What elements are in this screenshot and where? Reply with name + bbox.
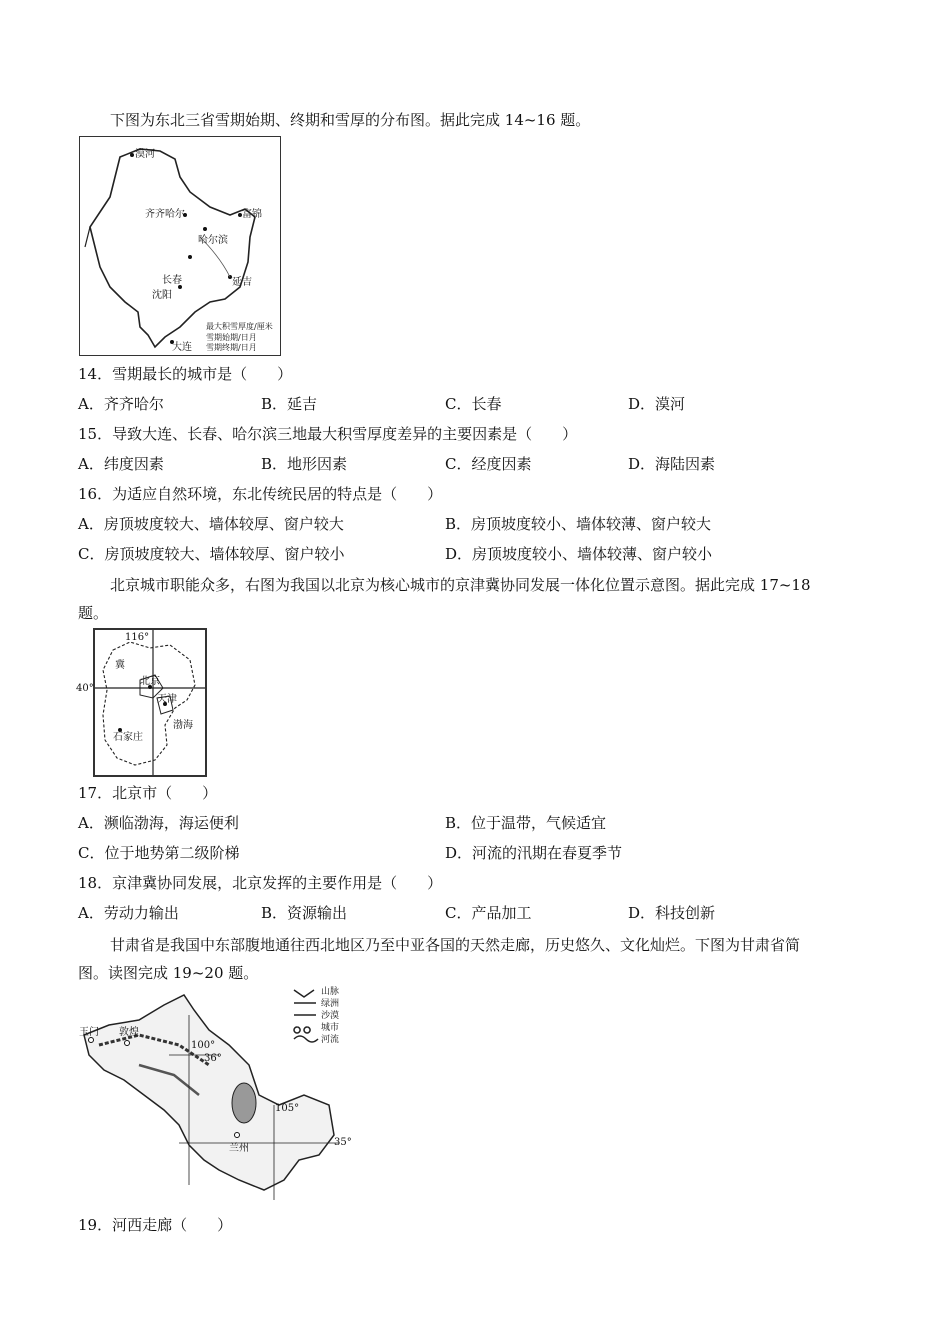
q14-option-c: C．长春 — [445, 395, 502, 413]
intro-text-1: 下图为东北三省雪期始期、终期和雪厚的分布图。据此完成 14~16 题。 — [110, 111, 591, 129]
question-15-stem: 15．导致大连、长春、哈尔滨三地最大积雪厚度差异的主要因素是（ ） — [78, 425, 578, 443]
jingjinji-map — [93, 628, 207, 777]
q16-option-b: B．房顶坡度较小、墙体较薄、窗户较大 — [445, 515, 712, 533]
map3-label-lanzhou: 兰州 — [229, 1143, 249, 1154]
question-17-stem: 17．北京市（ ） — [78, 784, 218, 802]
map3-label-35: 35° — [334, 1137, 352, 1148]
intro-text-2-line2: 题。 — [78, 604, 109, 622]
map3-label-105: 105° — [275, 1103, 300, 1114]
q15-option-d: D．海陆因素 — [628, 455, 716, 473]
q17-option-a: A．濒临渤海，海运便利 — [78, 814, 239, 832]
q14-option-a: A．齐齐哈尔 — [78, 395, 164, 413]
map3-legend-oasis: 绿洲 — [321, 999, 340, 1009]
q17-option-c: C．位于地势第二级阶梯 — [78, 844, 240, 862]
map1-legend-snow-depth: 最大积雪厚度/厘米 — [206, 322, 273, 331]
map3-legend-city: 城市 — [321, 1023, 340, 1033]
intro-text-2-line1: 北京城市职能众多，右图为我国以北京为核心城市的京津冀协同发展一体化位置示意图。据此完成 17~18 — [110, 576, 811, 594]
q15-option-a: A．纬度因素 — [78, 455, 164, 473]
q15-option-b: B．地形因素 — [261, 455, 348, 473]
intro-text-3-line2: 图。读图完成 19~20 题。 — [78, 964, 259, 982]
map3-label-yumen: 玉门 — [79, 1027, 99, 1038]
map1-label-changchun: 长春 — [162, 275, 182, 286]
map2-label-40: 40° — [76, 683, 94, 694]
q14-option-d: D．漠河 — [628, 395, 686, 413]
map1-label-mohe: 漠河 — [135, 149, 155, 160]
map1-label-harbin: 哈尔滨 — [198, 235, 228, 246]
map3-legend-desert: 沙漠 — [321, 1011, 340, 1021]
map1-label-yanji: 延吉 — [232, 277, 252, 288]
q16-option-d: D．房顶坡度较小、墙体较薄、窗户较小 — [445, 545, 713, 563]
map3-legend-mountain: 山脉 — [321, 987, 340, 997]
map3-label-100-top: 100° — [191, 1040, 216, 1051]
map1-label-qiqihar: 齐齐哈尔 — [145, 209, 185, 220]
gansu-map — [79, 985, 369, 1205]
q18-option-b: B．资源输出 — [261, 904, 348, 922]
q16-option-a: A．房顶坡度较大、墙体较厚、窗户较大 — [78, 515, 344, 533]
q18-option-d: D．科技创新 — [628, 904, 716, 922]
question-14-stem: 14．雪期最长的城市是（ ） — [78, 365, 293, 383]
q14-option-b: B．延吉 — [261, 395, 318, 413]
q17-option-b: B．位于温带，气候适宜 — [445, 814, 607, 832]
map2-label-beijing: 北京 — [140, 676, 160, 687]
map3-label-36: 36° — [204, 1053, 222, 1064]
map3-label-dunhuang: 敦煌 — [119, 1027, 139, 1038]
northeast-snow-map — [79, 136, 281, 356]
q17-option-d: D．河流的汛期在春夏季节 — [445, 844, 623, 862]
map1-legend-start: 雪期始期/日月 — [206, 333, 257, 342]
q15-option-c: C．经度因素 — [445, 455, 532, 473]
map1-label-dalian: 大连 — [172, 342, 192, 353]
map2-label-116: 116° — [125, 632, 150, 643]
map1-label-fujin: 富锦 — [242, 209, 262, 220]
map1-legend-end: 雪期终期/日月 — [206, 343, 257, 352]
q18-option-c: C．产品加工 — [445, 904, 532, 922]
question-18-stem: 18．京津冀协同发展，北京发挥的主要作用是（ ） — [78, 874, 443, 892]
q18-option-a: A．劳动力输出 — [78, 904, 179, 922]
map3-legend-river: 河流 — [321, 1035, 340, 1045]
q16-option-c: C．房顶坡度较大、墙体较厚、窗户较小 — [78, 545, 345, 563]
question-19-stem: 19．河西走廊（ ） — [78, 1216, 233, 1234]
map2-label-bohai: 渤海 — [173, 720, 193, 731]
question-16-stem: 16．为适应自然环境，东北传统民居的特点是（ ） — [78, 485, 443, 503]
map2-label-ji: 冀 — [115, 660, 125, 671]
map1-label-shenyang: 沈阳 — [152, 290, 172, 301]
intro-text-3-line1: 甘肃省是我国中东部腹地通往西北地区乃至中亚各国的天然走廊，历史悠久、文化灿烂。下图为甘肃省简 — [110, 936, 801, 954]
map2-label-tianjin: 天津 — [157, 694, 177, 705]
map2-label-shijiazhuang: 石家庄 — [113, 732, 143, 743]
